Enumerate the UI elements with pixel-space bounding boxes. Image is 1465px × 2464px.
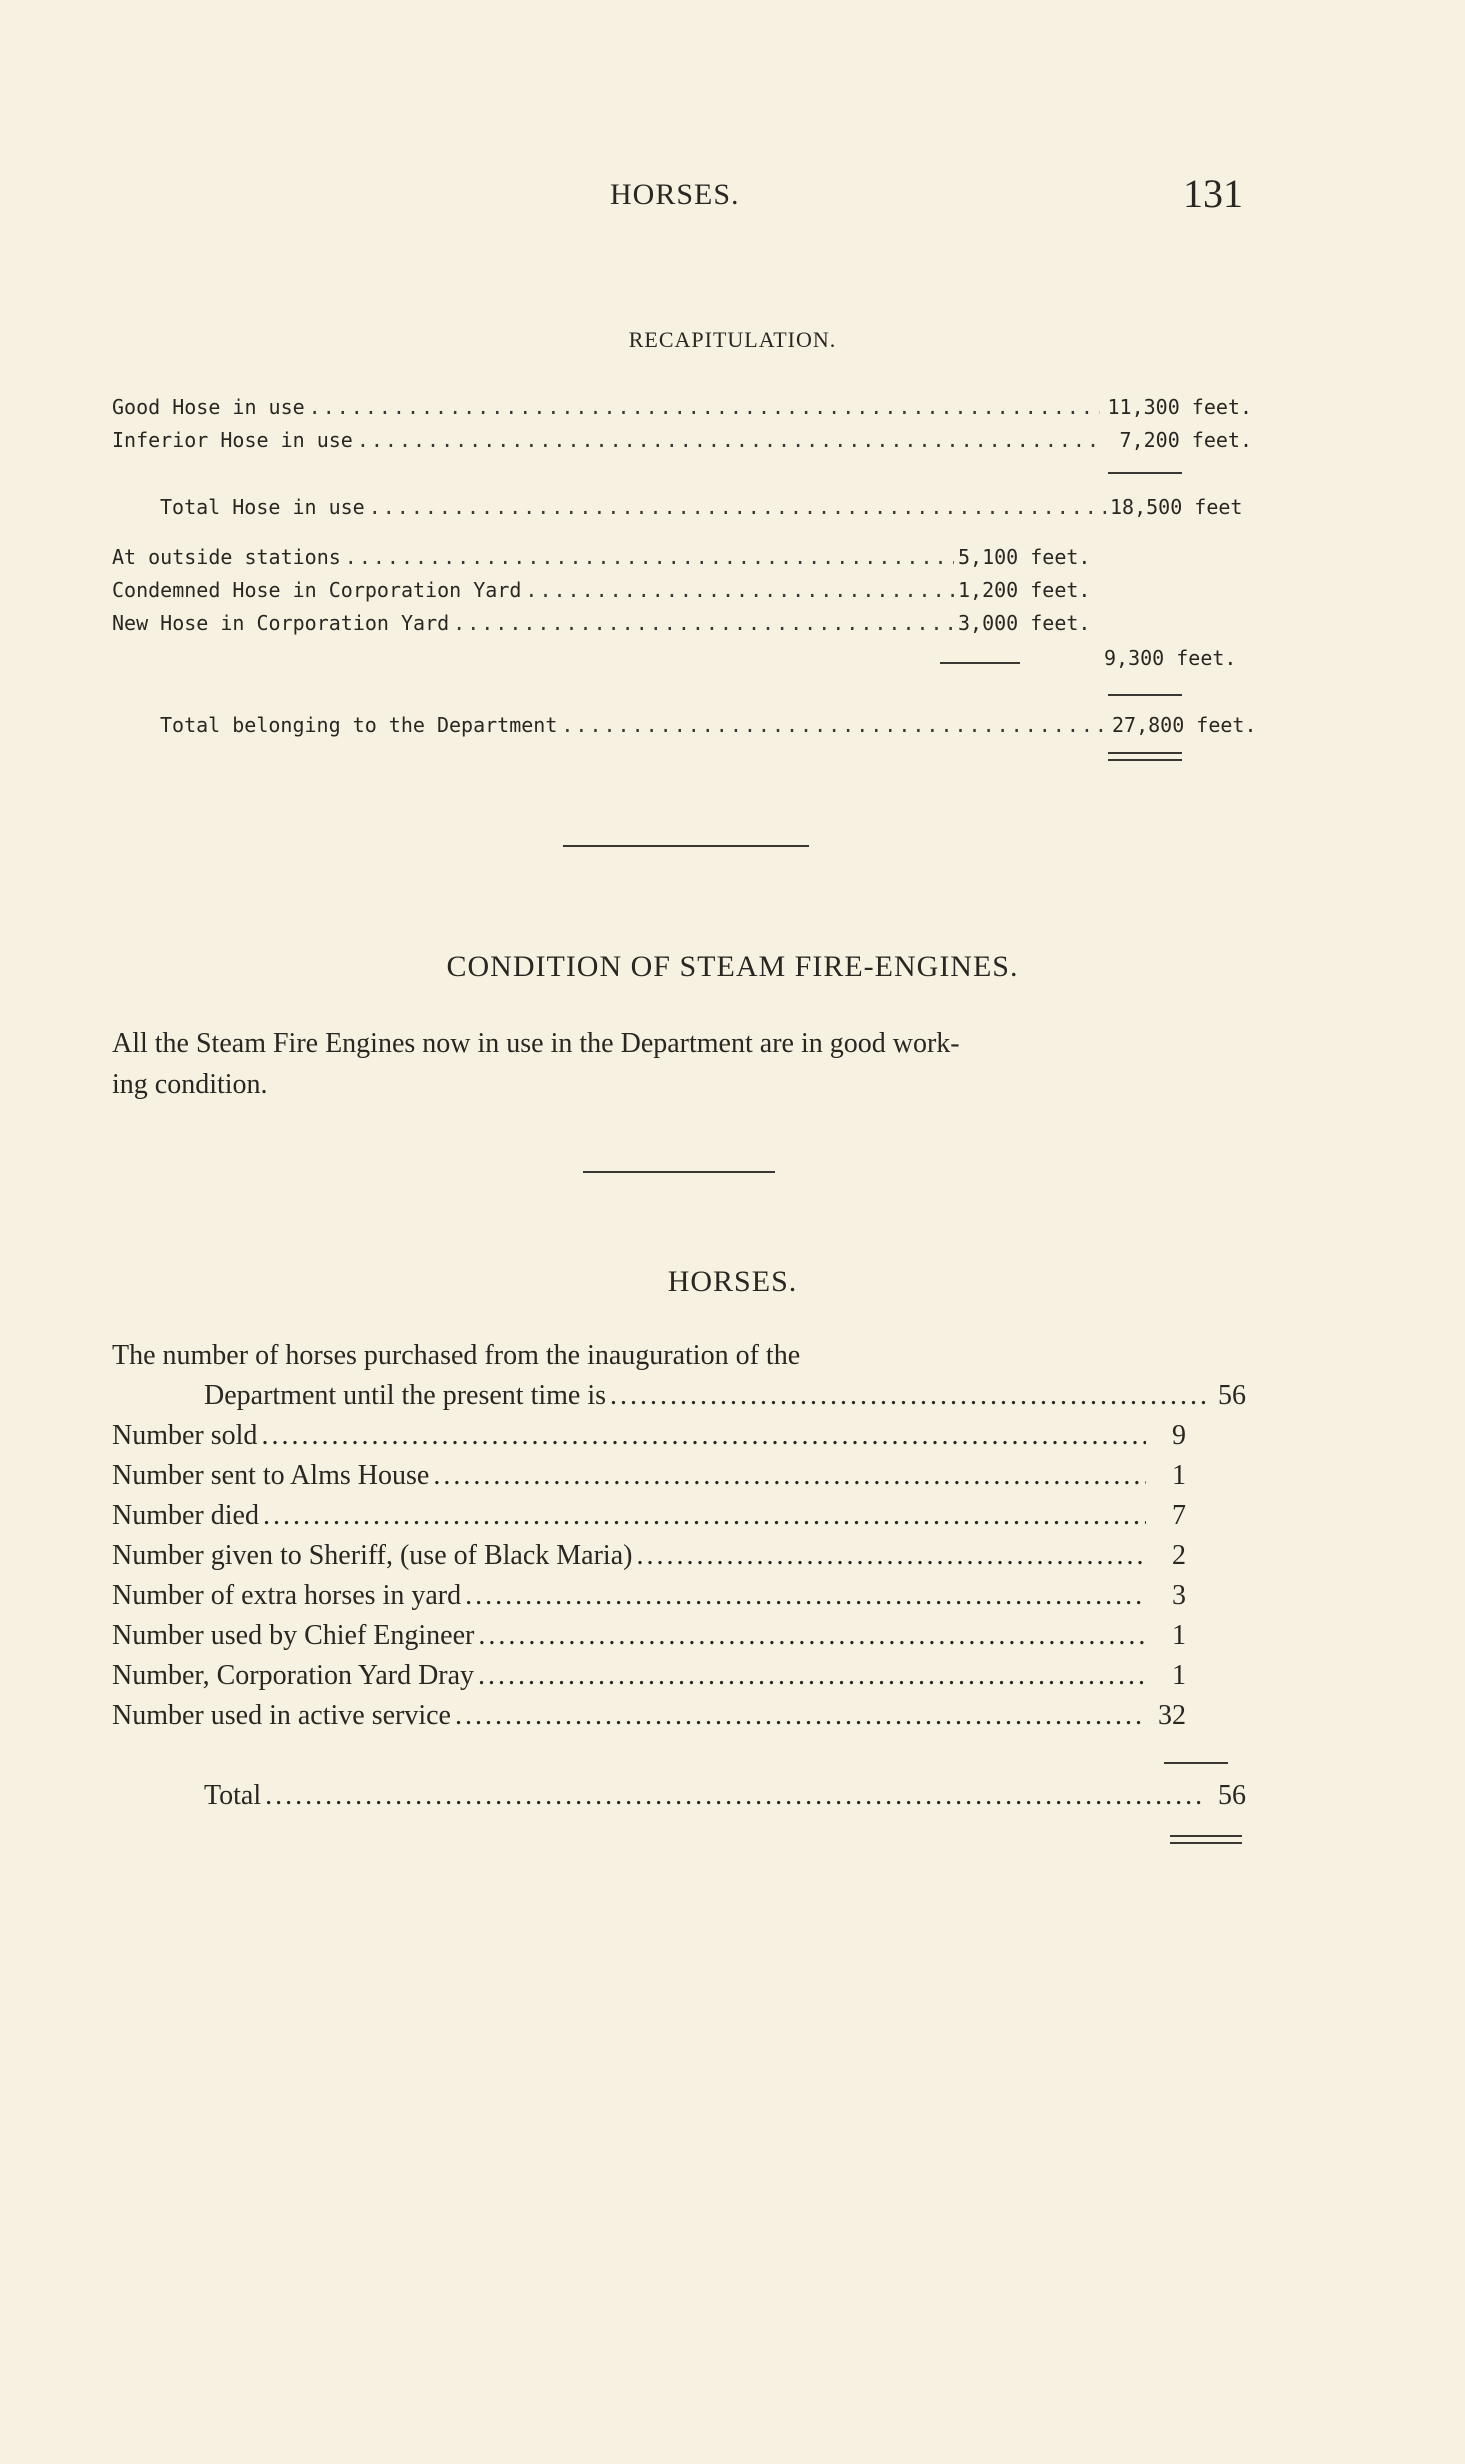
section-separator bbox=[583, 1171, 775, 1173]
horses-intro-line: The number of horses purchased from the inauguration of the bbox=[112, 1340, 801, 1371]
horses-row-value: 32 bbox=[1158, 1700, 1186, 1731]
horses-row-label: Number used in active service bbox=[112, 1700, 451, 1731]
recap-row-label: At outside stations bbox=[112, 545, 341, 569]
horses-heading: HORSES. bbox=[667, 1265, 798, 1298]
recap-row bbox=[112, 578, 1090, 602]
leader-dots bbox=[261, 1420, 1146, 1452]
recap-grand-total-row bbox=[160, 713, 1257, 737]
horses-row-label: Number given to Sheriff, (use of Black Maria) bbox=[112, 1540, 633, 1571]
leader-dots bbox=[610, 1380, 1206, 1412]
leader-dots bbox=[357, 428, 1100, 452]
recap-grand-total-label: Total belonging to the Department bbox=[160, 713, 558, 737]
horses-total-row bbox=[204, 1780, 1246, 1812]
recap-row bbox=[112, 428, 1252, 452]
leader-dots bbox=[465, 1580, 1146, 1612]
leader-dots bbox=[265, 1780, 1206, 1812]
leader-dots bbox=[455, 1700, 1146, 1732]
double-rule bbox=[1170, 1835, 1242, 1844]
recap-row-value: 7,200 feet. bbox=[1119, 428, 1252, 452]
horses-intro-value: 56 bbox=[1218, 1380, 1246, 1411]
horses-row-label: Number sent to Alms House bbox=[112, 1460, 430, 1491]
leader-dots bbox=[478, 1620, 1146, 1652]
horses-total-label: Total bbox=[204, 1780, 262, 1811]
recap-subtotal-value: 9,300 feet. bbox=[1104, 646, 1237, 670]
horses-row bbox=[112, 1540, 1186, 1572]
recap-row-label: Condemned Hose in Corporation Yard bbox=[112, 578, 522, 602]
horses-row-value: 1 bbox=[1172, 1460, 1186, 1491]
recap-total-row bbox=[160, 495, 1243, 519]
horses-row bbox=[112, 1500, 1186, 1532]
recap-row-label: Inferior Hose in use bbox=[112, 428, 353, 452]
horses-row bbox=[112, 1580, 1186, 1612]
condition-text-line: All the Steam Fire Engines now in use in the Department are in good work- bbox=[112, 1028, 960, 1059]
recap-row-label: New Hose in Corporation Yard bbox=[112, 611, 450, 635]
horses-row-label: Number of extra horses in yard bbox=[112, 1580, 462, 1611]
leader-dots bbox=[369, 495, 1106, 519]
leader-dots bbox=[433, 1460, 1146, 1492]
horses-row-value: 9 bbox=[1172, 1420, 1186, 1451]
recap-row-value: 5,100 feet. bbox=[958, 545, 1091, 569]
recap-total-value: 18,500 feet bbox=[1110, 495, 1243, 519]
horses-row-label: Number used by Chief Engineer bbox=[112, 1620, 475, 1651]
leader-dots bbox=[636, 1540, 1146, 1572]
horses-intro-row bbox=[204, 1380, 1246, 1412]
condition-heading: CONDITION OF STEAM FIRE-ENGINES. bbox=[446, 950, 1019, 983]
recap-row-value: 3,000 feet. bbox=[958, 611, 1091, 635]
sum-rule bbox=[1108, 694, 1182, 696]
sum-rule bbox=[940, 662, 1020, 664]
recap-grand-total-value: 27,800 feet. bbox=[1112, 713, 1257, 737]
recap-row-value: 1,200 feet. bbox=[958, 578, 1091, 602]
leader-dots bbox=[345, 545, 954, 569]
horses-row bbox=[112, 1700, 1186, 1732]
horses-row-label: Number, Corporation Yard Dray bbox=[112, 1660, 475, 1691]
horses-row bbox=[112, 1420, 1186, 1452]
leader-dots bbox=[525, 578, 954, 602]
recap-row-value: 11,300 feet. bbox=[1107, 395, 1252, 419]
leader-dots bbox=[561, 713, 1108, 737]
horses-row-value: 7 bbox=[1172, 1500, 1186, 1531]
horses-row bbox=[112, 1460, 1186, 1492]
horses-intro-label: Department until the present time is bbox=[204, 1380, 607, 1411]
recap-total-label: Total Hose in use bbox=[160, 495, 365, 519]
horses-row-label: Number died bbox=[112, 1500, 259, 1531]
horses-row-label: Number sold bbox=[112, 1420, 258, 1451]
leader-dots bbox=[309, 395, 1100, 419]
recap-row bbox=[112, 395, 1252, 419]
leader-dots bbox=[478, 1660, 1146, 1692]
horses-row-value: 1 bbox=[1172, 1660, 1186, 1691]
recapitulation-heading: RECAPITULATION. bbox=[628, 327, 837, 352]
horses-total-value: 56 bbox=[1218, 1780, 1246, 1811]
running-title: HORSES. bbox=[610, 178, 740, 211]
page-number: 131 bbox=[1183, 171, 1243, 216]
horses-row-value: 2 bbox=[1172, 1540, 1186, 1571]
condition-text-line: ing condition. bbox=[112, 1069, 268, 1100]
horses-row-value: 3 bbox=[1172, 1580, 1186, 1611]
leader-dots bbox=[263, 1500, 1146, 1532]
horses-row-value: 1 bbox=[1172, 1620, 1186, 1651]
horses-row bbox=[112, 1660, 1186, 1692]
horses-row bbox=[112, 1620, 1186, 1652]
recap-row-label: Good Hose in use bbox=[112, 395, 305, 419]
leader-dots bbox=[453, 611, 954, 635]
section-separator bbox=[563, 845, 809, 847]
recap-row bbox=[112, 611, 1090, 635]
sum-rule bbox=[1164, 1762, 1228, 1764]
condition-paragraph bbox=[112, 1023, 1252, 1105]
recap-row bbox=[112, 545, 1090, 569]
sum-rule bbox=[1108, 472, 1182, 474]
double-rule bbox=[1108, 752, 1182, 761]
